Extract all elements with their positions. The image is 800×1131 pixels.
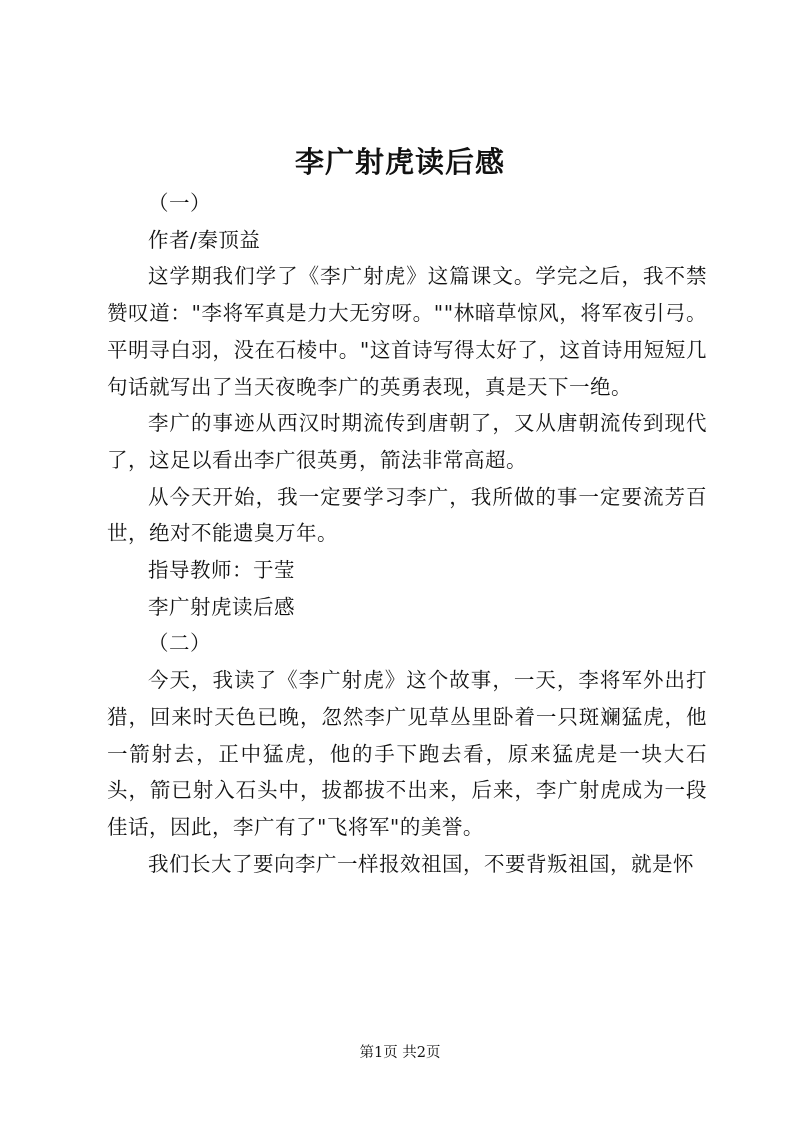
author-line: 作者/秦顶益 (148, 227, 261, 252)
paragraph: 这学期我们学了《李广射虎》这篇课文。学完之后，我不禁赞叹道："李将军真是力大无穷呀。""林暗草惊风，将军夜引弓。平明寻白羽，没在石棱中。"这首诗写得太好了，这首诗用短短几句话就写出了当天夜晚李广的英勇表现，真是天下一绝。 (107, 264, 707, 399)
section-heading: 李广射虎读后感 (148, 594, 295, 619)
document-title: 李广射虎读后感 (294, 145, 505, 179)
teacher-line: 指导教师：于莹 (148, 558, 295, 583)
paragraph: 今天，我读了《李广射虎》这个故事，一天，李将军外出打猎，回来时天色已晚，忽然李广见草丛里卧着一只斑斓猛虎，他一箭射去，正中猛虎，他的手下跑去看，原来猛虎是一块大石头，箭已射入石头中，拔都拔不出来，后来，李广射虎成为一段佳话，因此，李广有了"飞将军"的美誉。 (107, 668, 707, 839)
page-footer: 第1页 共2页 (359, 1045, 441, 1061)
paragraph: 我们长大了要向李广一样报效祖国，不要背叛祖国，就是怀 (148, 851, 694, 876)
paragraph: 从今天开始，我一定要学习李广，我所做的事一定要流芳百世，绝对不能遗臭万年。 (107, 484, 707, 546)
section-marker-two: （二） (148, 631, 211, 656)
document-body (107, 185, 707, 882)
section-marker-one: （一） (148, 191, 211, 215)
paragraph: 李广的事迹从西汉时期流传到唐朝了，又从唐朝流传到现代了，这足以看出李广很英勇，箭法非常高超。 (107, 411, 707, 472)
